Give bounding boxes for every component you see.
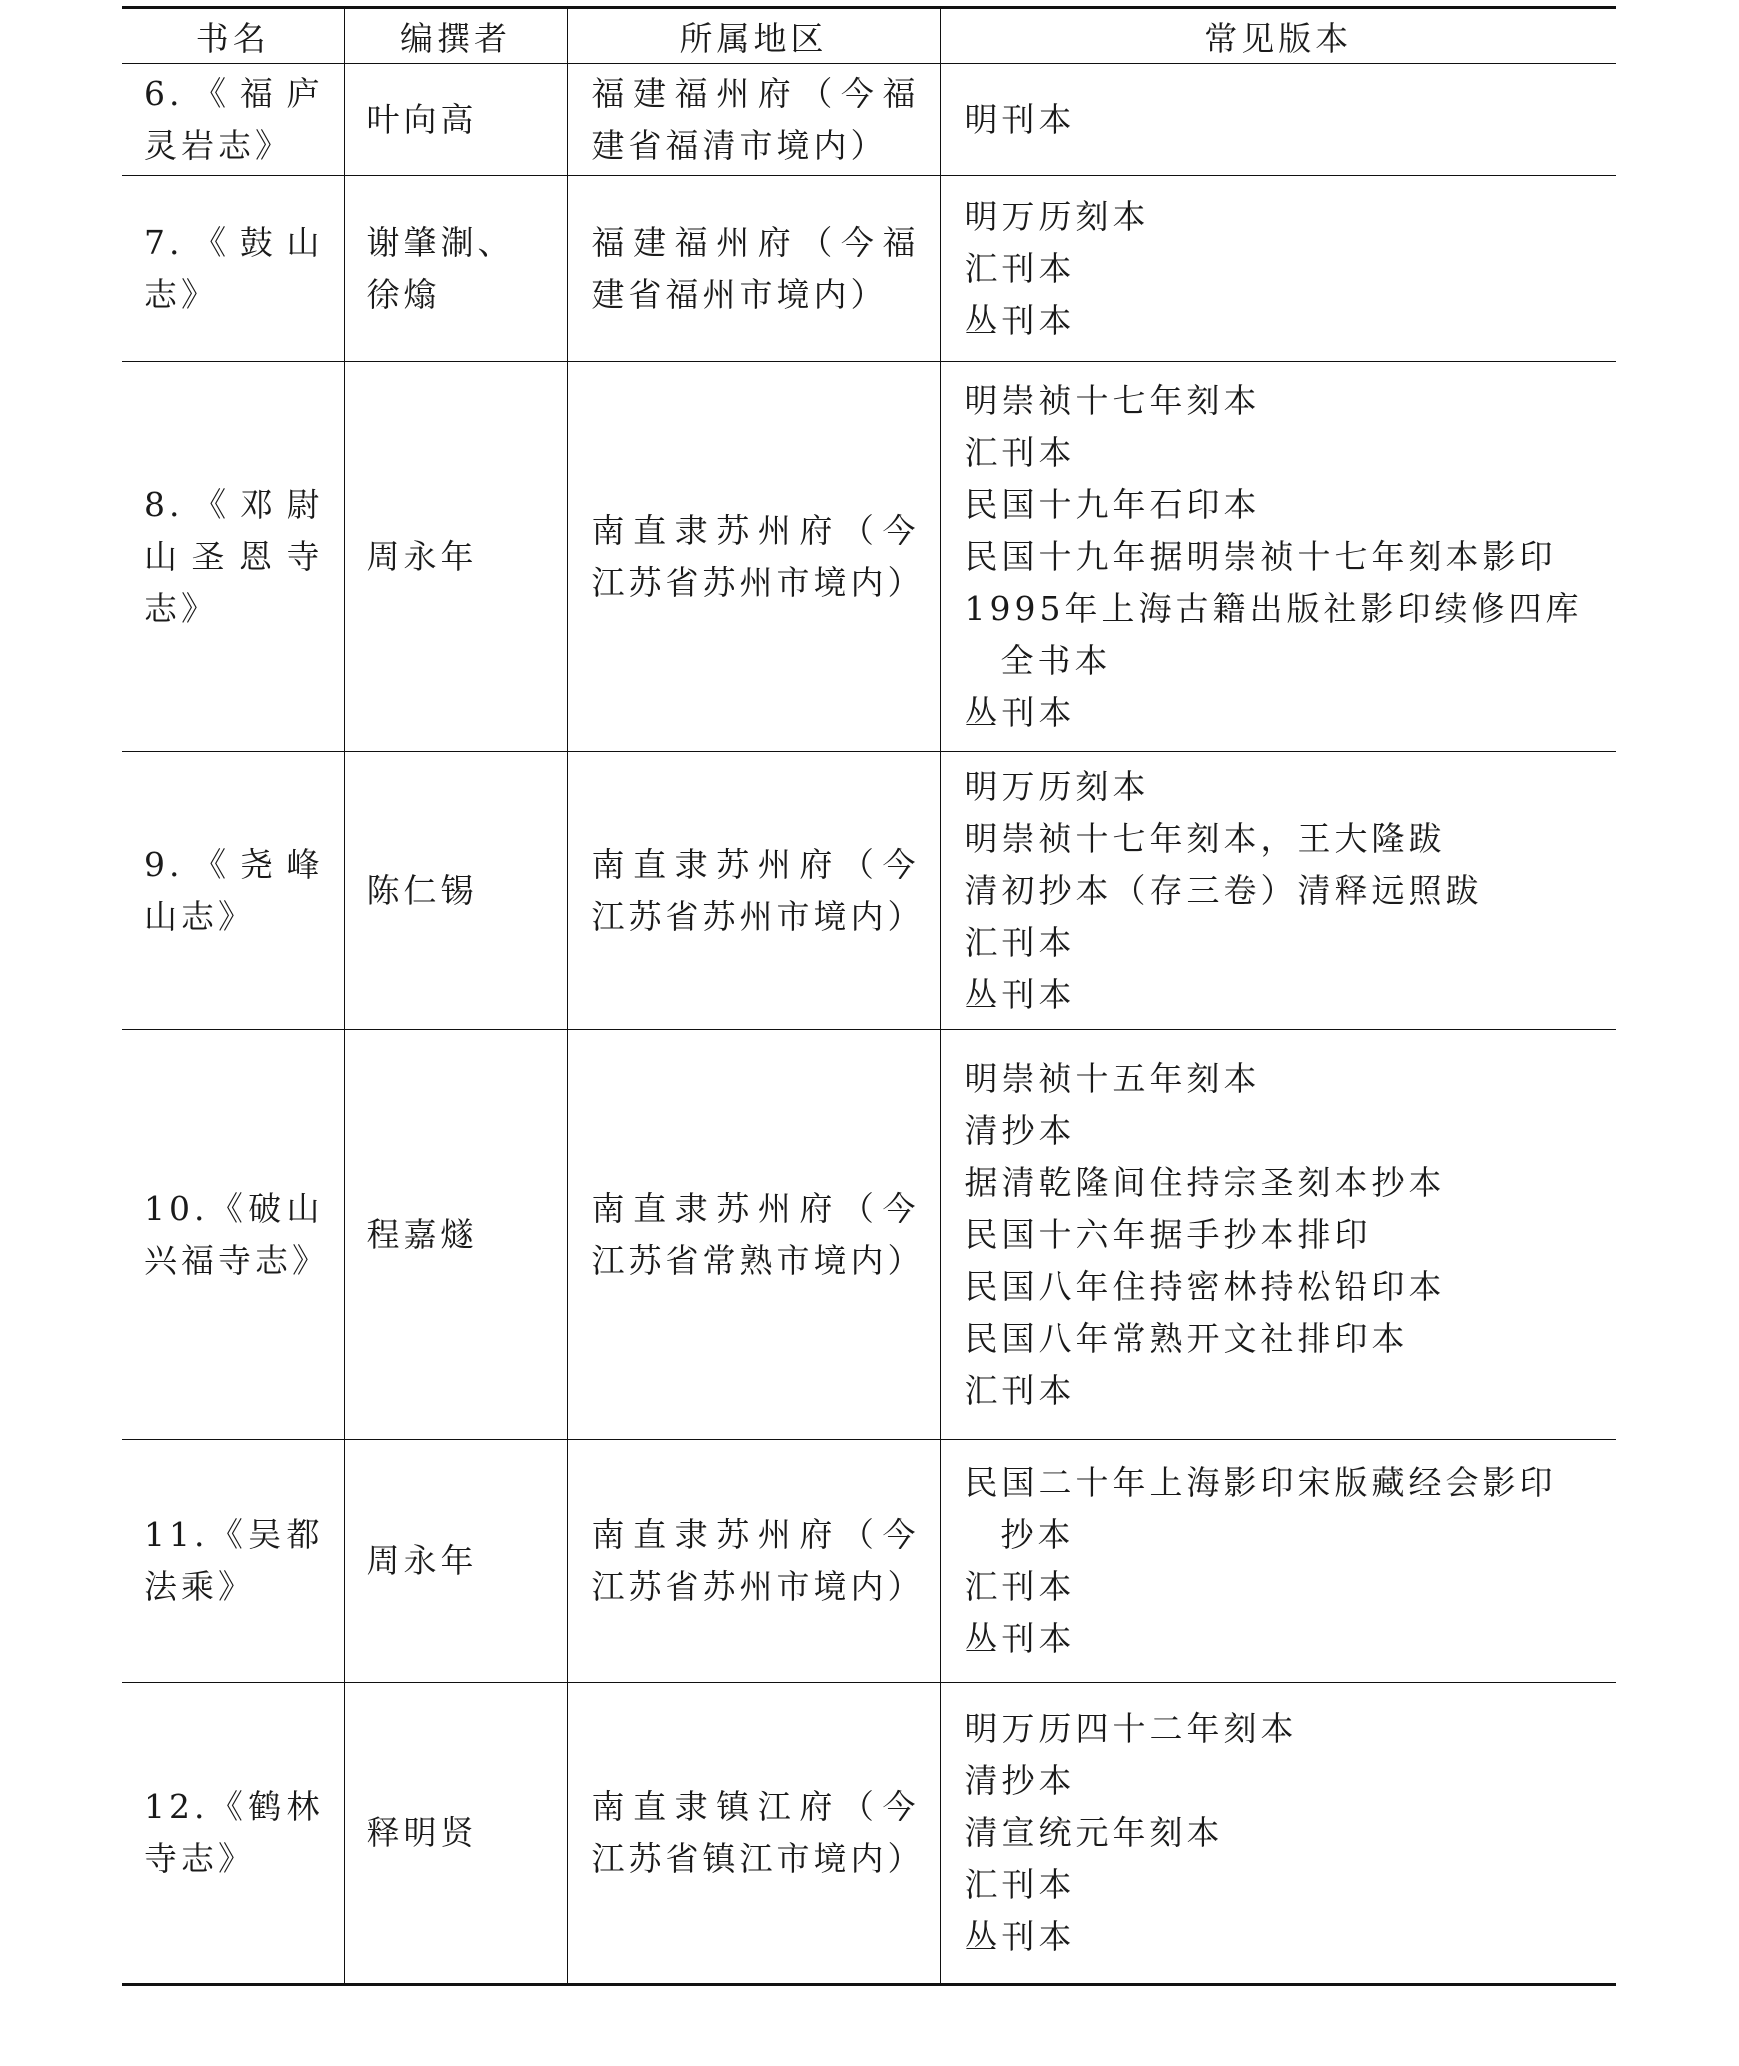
book-title-line: 11.《吴都 bbox=[144, 1515, 324, 1554]
editions-cell bbox=[940, 64, 1616, 176]
edition-item: 清抄本 bbox=[964, 1110, 1076, 1150]
edition-item: 清抄本 bbox=[964, 1761, 1076, 1800]
editions-cell bbox=[940, 176, 1616, 362]
edition-item: 丛刊本 bbox=[964, 692, 1076, 732]
edition-item: 明崇祯十七年刻本 bbox=[964, 380, 1261, 420]
edition-item: 民国十九年据明崇祯十七年刻本影印 bbox=[964, 536, 1557, 576]
region-cell bbox=[567, 1030, 940, 1440]
editions-cell bbox=[940, 362, 1616, 752]
edition-item-continued: 全书本 bbox=[1000, 640, 1112, 680]
edition-item: 丛刊本 bbox=[964, 974, 1076, 1014]
book-title-line: 寺志》 bbox=[144, 1839, 255, 1878]
edition-item: 明刊本 bbox=[964, 99, 1076, 139]
table-row bbox=[122, 1440, 1616, 1683]
editions-cell bbox=[940, 752, 1616, 1030]
editions-table bbox=[122, 6, 1616, 1986]
editions-cell bbox=[940, 1440, 1616, 1683]
book-title-line: 8.《邓尉 bbox=[144, 484, 324, 524]
edition-item: 汇刊本 bbox=[964, 1865, 1076, 1904]
region-line: 江苏省镇江市境内） bbox=[591, 1839, 925, 1878]
editions-cell bbox=[940, 1030, 1616, 1440]
book-title-line: 志》 bbox=[144, 274, 218, 314]
book-title-cell bbox=[122, 64, 344, 176]
author-line: 徐熻 bbox=[367, 269, 567, 321]
table-body bbox=[122, 64, 1616, 1985]
edition-item: 汇刊本 bbox=[964, 248, 1076, 288]
edition-item: 丛刊本 bbox=[964, 1917, 1076, 1956]
author-line: 陈仁锡 bbox=[366, 870, 478, 910]
region-cell bbox=[567, 64, 940, 176]
editions-cell bbox=[940, 1683, 1616, 1985]
book-title-cell bbox=[122, 362, 344, 752]
book-title-line: 6.《福庐 bbox=[144, 73, 324, 113]
edition-item: 民国八年住持密林持松铅印本 bbox=[964, 1266, 1446, 1306]
book-title-cell bbox=[122, 1030, 344, 1440]
edition-item: 1995年上海古籍出版社影印续修四库 bbox=[964, 588, 1583, 628]
author-cell bbox=[344, 752, 567, 1030]
region-cell bbox=[567, 176, 940, 362]
edition-item: 明万历刻本 bbox=[964, 196, 1150, 236]
region-line: 南直隶苏州府（今 bbox=[591, 1515, 920, 1554]
book-title-cell bbox=[122, 1683, 344, 1985]
region-line: 江苏省苏州市境内） bbox=[591, 1567, 925, 1606]
region-cell bbox=[567, 362, 940, 752]
region-line: 福建福州府（今福 bbox=[591, 222, 920, 262]
edition-item: 汇刊本 bbox=[964, 432, 1076, 472]
header-editions: 常见版本 bbox=[940, 8, 1616, 64]
author-cell bbox=[344, 176, 567, 362]
author-cell bbox=[344, 64, 567, 176]
region-line: 南直隶镇江府（今 bbox=[591, 1787, 920, 1826]
edition-item: 汇刊本 bbox=[964, 922, 1076, 962]
book-title-line: 10.《破山 bbox=[144, 1188, 324, 1228]
region-line: 南直隶苏州府（今 bbox=[591, 844, 920, 884]
header-region: 所属地区 bbox=[567, 8, 940, 64]
author-cell bbox=[344, 1683, 567, 1985]
book-title-line: 12.《鹤林 bbox=[144, 1787, 324, 1826]
edition-item-continued: 抄本 bbox=[1000, 1515, 1075, 1554]
region-line: 江苏省常熟市境内） bbox=[591, 1240, 925, 1280]
book-title-line: 山志》 bbox=[144, 896, 255, 936]
region-cell bbox=[567, 752, 940, 1030]
table-row bbox=[122, 752, 1616, 1030]
book-title-line: 法乘》 bbox=[144, 1567, 255, 1606]
region-line: 福建福州府（今福 bbox=[591, 73, 920, 113]
author-line: 程嘉燧 bbox=[366, 1214, 478, 1254]
book-title-line: 山圣恩寺 bbox=[144, 536, 324, 576]
edition-item: 汇刊本 bbox=[964, 1567, 1076, 1606]
edition-item: 清宣统元年刻本 bbox=[964, 1813, 1224, 1852]
region-cell bbox=[567, 1440, 940, 1683]
book-title-cell bbox=[122, 176, 344, 362]
author-line: 周永年 bbox=[366, 1541, 478, 1580]
author-line: 释明贤 bbox=[366, 1813, 478, 1852]
region-line: 江苏省苏州市境内） bbox=[591, 896, 925, 936]
book-title-cell bbox=[122, 1440, 344, 1683]
author-line: 周永年 bbox=[366, 536, 478, 576]
edition-item: 民国十九年石印本 bbox=[964, 484, 1261, 524]
region-line: 南直隶苏州府（今 bbox=[591, 1188, 920, 1228]
book-title-line: 9.《尧峰 bbox=[144, 844, 324, 884]
table-row bbox=[122, 362, 1616, 752]
book-title-line: 兴福寺志》 bbox=[144, 1240, 329, 1280]
author-cell bbox=[344, 1440, 567, 1683]
region-line: 南直隶苏州府（今 bbox=[591, 510, 920, 550]
edition-item: 清初抄本（存三卷）清释远照跋 bbox=[964, 870, 1483, 910]
table-row bbox=[122, 64, 1616, 176]
edition-item: 民国十六年据手抄本排印 bbox=[964, 1214, 1372, 1254]
edition-item: 丛刊本 bbox=[964, 300, 1076, 340]
header-author: 编撰者 bbox=[344, 8, 567, 64]
table-header-row bbox=[122, 8, 1616, 64]
rare-glyph-ta: 熻 bbox=[403, 274, 441, 314]
region-line: 建省福清市境内） bbox=[591, 125, 888, 165]
author-cell bbox=[344, 1030, 567, 1440]
book-title-cell bbox=[122, 752, 344, 1030]
edition-item: 汇刊本 bbox=[964, 1370, 1076, 1410]
author-cell bbox=[344, 362, 567, 752]
header-title: 书名 bbox=[122, 8, 344, 64]
page bbox=[122, 6, 1616, 1986]
book-title-line: 7.《鼓山 bbox=[144, 222, 324, 262]
region-line: 建省福州市境内） bbox=[591, 274, 888, 314]
table-row bbox=[122, 176, 1616, 362]
edition-item: 民国八年常熟开文社排印本 bbox=[964, 1318, 1409, 1358]
author-line: 谢肇淛、 bbox=[366, 222, 515, 262]
edition-item: 丛刊本 bbox=[964, 1619, 1076, 1658]
edition-item: 据清乾隆间住持宗圣刻本抄本 bbox=[964, 1162, 1446, 1202]
table-row bbox=[122, 1030, 1616, 1440]
edition-item: 明崇祯十七年刻本，王大隆跋 bbox=[964, 818, 1446, 858]
edition-item: 明崇祯十五年刻本 bbox=[964, 1058, 1261, 1098]
region-cell bbox=[567, 1683, 940, 1985]
edition-item: 明万历四十二年刻本 bbox=[964, 1709, 1298, 1748]
edition-item: 民国二十年上海影印宋版藏经会影印 bbox=[964, 1463, 1557, 1502]
region-line: 江苏省苏州市境内） bbox=[591, 562, 925, 602]
edition-item: 明万历刻本 bbox=[964, 766, 1150, 806]
book-title-line: 志》 bbox=[144, 588, 218, 628]
author-line: 叶向高 bbox=[366, 99, 478, 139]
book-title-line: 灵岩志》 bbox=[144, 125, 292, 165]
table-row bbox=[122, 1683, 1616, 1985]
